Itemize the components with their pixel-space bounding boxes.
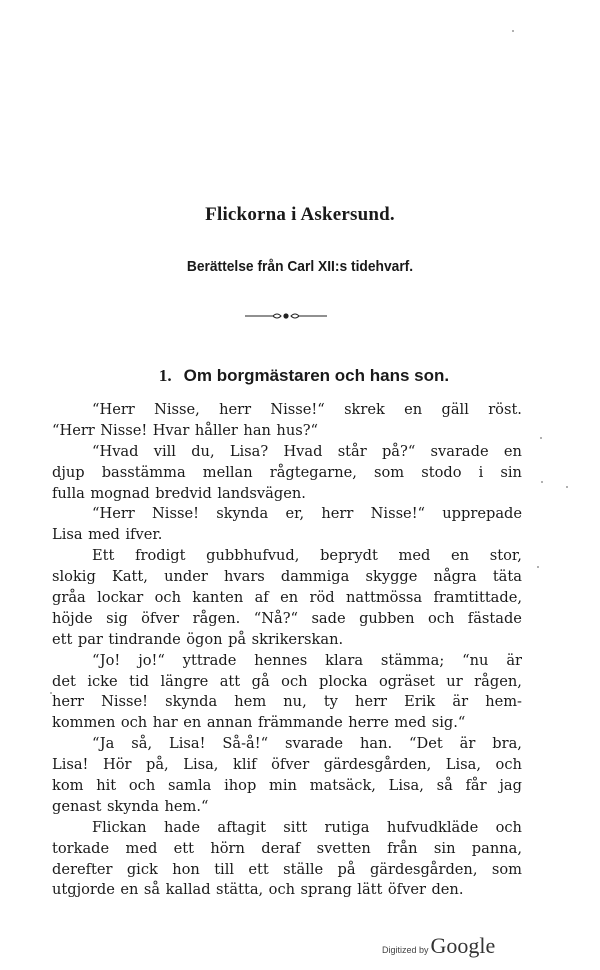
chapter-title: Om borgmästaren och hans son. [183, 366, 450, 385]
text-line: gråa lockar och kanten af en röd nattmössa framtittade, [52, 589, 522, 607]
text-line: “Ja så, Lisa! Så-å!“ svarade han. “Det är bra, [92, 735, 522, 753]
paragraph [52, 504, 522, 546]
text-line: “Herr Nisse! skynda er, herr Nisse!“ upprepade [92, 505, 522, 523]
text-line: “Herr Nisse, herr Nisse!“ skrek en gäll röst. [92, 401, 522, 418]
paragraph [52, 400, 522, 442]
book-subtitle: Berättelse från Carl XII:s tidehvarf. [186, 258, 414, 275]
text-line: Ett frodigt gubbhufvud, beprydt med en stor, [92, 547, 522, 565]
digitized-watermark [382, 933, 495, 959]
digitized-label: Digitized by [382, 945, 429, 955]
text-line: ett par tindrande ögon på skrikerskan. [52, 630, 344, 648]
text-line: torkade med ett hörn deraf svetten från sin panna, [52, 839, 522, 857]
text-line: kom hit och samla ihop min matsäck, Lisa, så får jag [52, 777, 522, 795]
chapter-number: 1. [158, 366, 172, 385]
text-line: djup basstämma mellan rågtegarne, som stodo i sin [52, 463, 522, 481]
body-text [52, 400, 522, 901]
text-line: slokig Katt, under hvars dammiga skygge några täta [52, 568, 522, 586]
text-line: Flickan hade aftagit sitt rutiga hufvudkläde och [92, 818, 522, 836]
text-line: utgjorde en så kallad stätta, och sprang lätt öfver den. [52, 881, 464, 899]
paragraph [52, 818, 522, 902]
text-line: genast skynda hem.“ [52, 797, 209, 815]
text-line: fulla mognad bredvid landsvägen. [52, 484, 306, 502]
text-line: Lisa! Hör på, Lisa, klif öfver gärdesgården, Lisa, och [52, 756, 522, 774]
paragraph [52, 651, 522, 735]
book-title: Flickorna i Askersund. [205, 204, 395, 225]
paragraph [52, 442, 522, 505]
chapter-heading [0, 366, 600, 386]
ornament-divider-icon [245, 310, 327, 322]
text-line: kommen och har en annan främmande herre med sig.“ [52, 714, 466, 732]
text-line: “Hvad vill du, Lisa? Hvad står på?“ svarade en [92, 442, 522, 460]
text-line: “Herr Nisse! Hvar håller han hus?“ [52, 421, 318, 439]
google-logo: Google [430, 933, 496, 958]
paragraph [52, 734, 522, 818]
text-line: Lisa med ifver. [52, 526, 163, 544]
text-line: höjde sig öfver rågen. “Nå?“ sade gubben och fästade [52, 609, 522, 627]
text-line: herr Nisse! skynda hem nu, ty herr Erik är hem- [52, 693, 522, 711]
paragraph [52, 546, 522, 650]
text-line: det icke tid längre att gå och plocka ogräset ur rågen, [52, 672, 522, 690]
text-line: “Jo! jo!“ yttrade hennes klara stämma; “nu är [92, 651, 522, 669]
text-line: derefter gick hon till ett ställe på gärdesgården, som [52, 860, 522, 878]
